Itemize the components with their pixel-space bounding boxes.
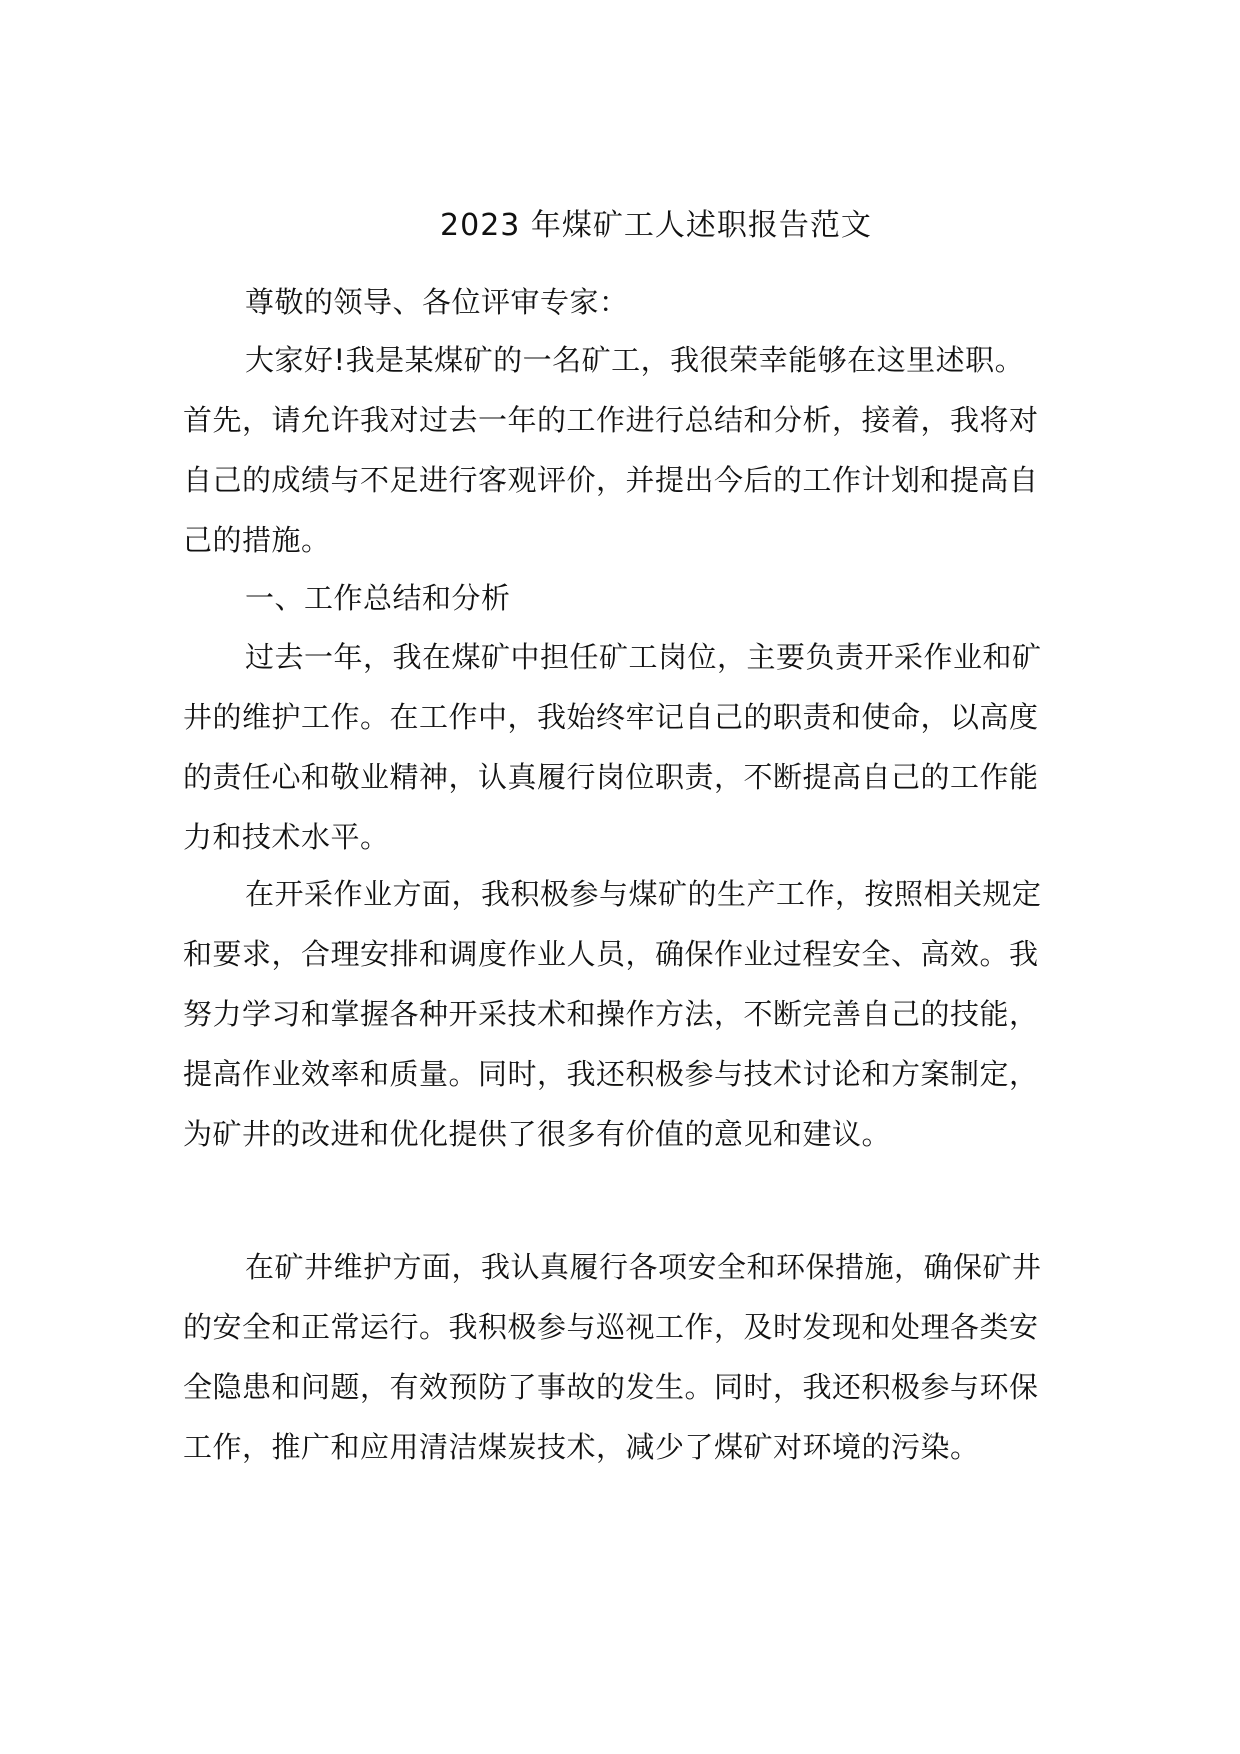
paragraph-text: 在矿井维护方面，我认真履行各项安全和环保措施，确保矿井的安全和正常运行。我积极参与巡视工作，及时发现和处理各类安全隐患和问题，有效预防了事故的发生。同时，我还积极参与环保工作，推广和应用清洁煤炭技术，减少了煤矿对环境的污染。 xyxy=(183,1250,1042,1464)
salutation-paragraph xyxy=(183,272,1045,332)
mine-maintenance-paragraph xyxy=(183,1237,1045,1477)
intro-paragraph xyxy=(183,330,1045,570)
paragraph-text: 一、工作总结和分析 xyxy=(245,581,511,615)
paragraph-text: 过去一年，我在煤矿中担任矿工岗位，主要负责开采作业和矿井的维护工作。在工作中，我始终牢记自己的职责和使命，以高度的责任心和敬业精神，认真履行岗位职责，不断提高自己的工作能力和技术水平。 xyxy=(183,640,1042,854)
document-title: 2023 年煤矿工人述职报告范文 xyxy=(440,208,872,243)
paragraph-text: 在开采作业方面，我积极参与煤矿的生产工作，按照相关规定和要求，合理安排和调度作业人员，确保作业过程安全、高效。我努力学习和掌握各种开采技术和操作方法，不断完善自己的技能，提高作业效率和质量。同时，我还积极参与技术讨论和方案制定，为矿井的改进和优化提供了很多有价值的意见和建议。 xyxy=(183,877,1042,1151)
mining-operations-paragraph xyxy=(183,864,1045,1164)
section-heading xyxy=(183,568,1045,628)
paragraph-text: 大家好!我是某煤矿的一名矿工，我很荣幸能够在这里述职。首先，请允许我对过去一年的工作进行总结和分析，接着，我将对自己的成绩与不足进行客观评价，并提出今后的工作计划和提高自己的措施。 xyxy=(183,343,1039,557)
paragraph-text: 尊敬的领导、各位评审专家： xyxy=(245,285,629,319)
work-summary-paragraph xyxy=(183,627,1045,867)
